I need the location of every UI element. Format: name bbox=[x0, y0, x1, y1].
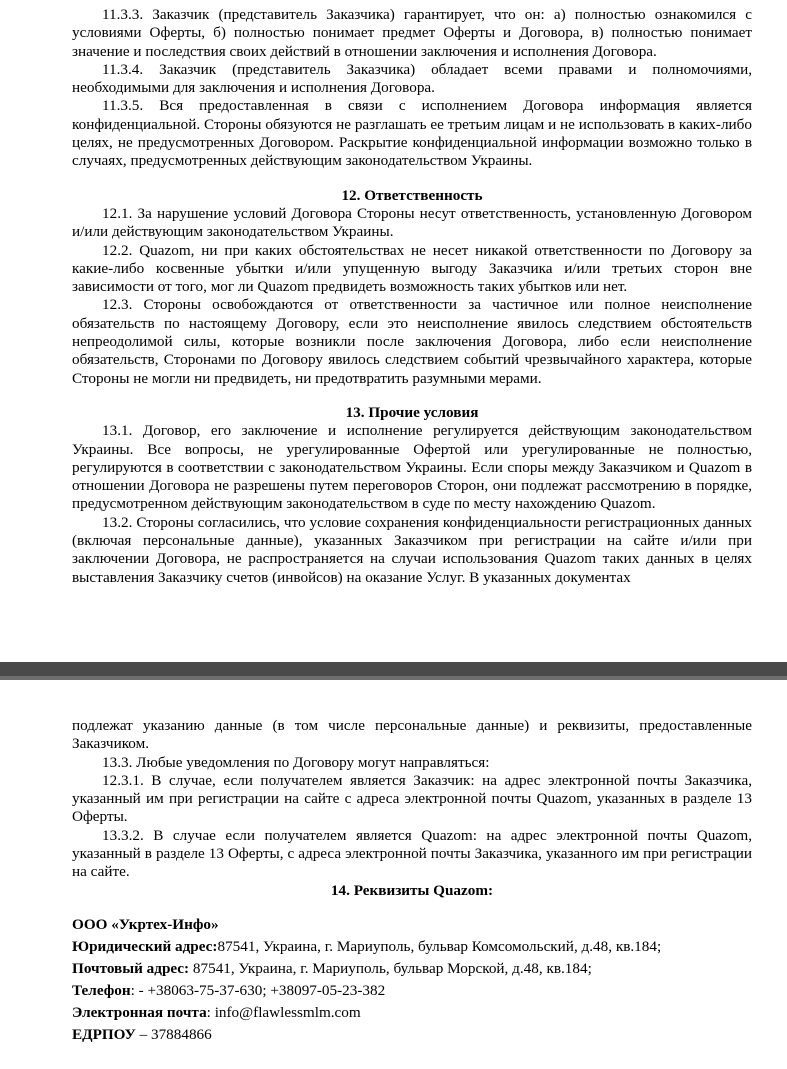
legal-address-label: Юридический адрес: bbox=[72, 937, 218, 955]
clause-11-3-4: 11.3.4. Заказчик (представитель Заказчика) обладает всеми правами и полномочиями, необходимыми для заключения и исполнения Договора. bbox=[72, 60, 752, 97]
clause-11-3-3: 11.3.3. Заказчик (представитель Заказчика) гарантирует, что он: а) полностью ознакомился с условиями Оферты, б) полностью понимает предмет Оферты и Договора, в) полностью понимает значение и последствия своих действий в отношении заключения и исполнения Договора. bbox=[72, 6, 752, 60]
page-1-content bbox=[72, 6, 752, 587]
phone-label: Телефон bbox=[72, 981, 131, 999]
phone-value: : - +38063-75-37-630; +38097-05-23-382 bbox=[130, 981, 386, 999]
edrpou-label: ЕДРПОУ bbox=[72, 1025, 136, 1043]
clause-13-2: 13.2. Стороны согласились, что условие сохранения конфиденциальности регистрационных данных (включая персональные данные), указанных Заказчиком при регистрации на сайте и/или при заключении Договора, не распространяется на случаи использования Quazom таких данных в целях выставления Заказчику счетов (инвойсов) на оказание Услуг. В указанных документах bbox=[72, 513, 752, 586]
clause-12-3-1: 12.3.1. В случае, если получателем является Заказчик: на адрес электронной почты Заказчика, указанный им при регистрации на сайте с адреса электронной почты Quazom, указанных в разделе 13 Оферты. bbox=[72, 771, 752, 826]
clause-11-3-5: 11.3.5. Вся предоставленная в связи с исполнением Договора информация является конфиденциальной. Стороны обязуются не разглашать ее третьим лицам и не использовать в каких-либо целях, не предусмотренных Договором. Раскрытие конфиденциальной информации возможно только в случаях, предусмотренных действующим законодательством Украины. bbox=[72, 97, 752, 170]
company-name bbox=[72, 914, 752, 936]
edrpou bbox=[72, 1024, 752, 1046]
section-12-heading: 12. Ответственность bbox=[341, 186, 483, 204]
email-value: : info@flawlessmlm.com bbox=[206, 1003, 361, 1021]
section-14-heading: 14. Реквизиты Quazom: bbox=[330, 881, 494, 899]
phone bbox=[72, 980, 752, 1002]
section-13-heading: 13. Прочие условия bbox=[345, 403, 479, 421]
clause-13-3: 13.3. Любые уведомления по Договору могут направляться: bbox=[102, 753, 490, 771]
email-label: Электронная почта bbox=[72, 1003, 207, 1021]
requisites-block bbox=[72, 914, 752, 1046]
postal-address bbox=[72, 958, 752, 980]
spacer bbox=[72, 171, 752, 187]
page-2-content bbox=[72, 717, 752, 1046]
postal-address-label: Почтовый адрес: bbox=[72, 959, 190, 977]
spacer bbox=[72, 388, 752, 404]
clause-12-2: 12.2. Quazom, ни при каких обстоятельствах не несет никакой ответственности по Договору за какие-либо косвенные убытки и/или упущенную выгоду Заказчика и/или третьих сторон вне зависимости от того, мог ли Quazom предвидеть возможность таких убытков или нет. bbox=[72, 241, 752, 296]
clause-12-3: 12.3. Стороны освобождаются от ответственности за частичное или полное неисполнение обязательств по настоящему Договору, если это неисполнение явилось следствием обстоятельств непреодолимой силы, которые возникли после заключения Договора, либо если неисполнение обязательств, Сторонами по Договору явилось следствием событий чрезвычайного характера, которые Стороны не могли ни предвидеть, ни предотвратить разумными мерами. bbox=[72, 296, 752, 387]
clause-13-2-continued: подлежат указанию данные (в том числе персональные данные) и реквизиты, предоставленные Заказчиком. bbox=[72, 717, 752, 753]
postal-address-value: 87541, Украина, г. Мариуполь, бульвар Морской, д.48, кв.184; bbox=[189, 959, 592, 977]
email bbox=[72, 1002, 752, 1024]
company-name-text: ООО «Укртех-Инфо» bbox=[72, 915, 219, 933]
legal-address-value: 87541, Украина, г. Мариуполь, бульвар Комсомольский, д.48, кв.184; bbox=[217, 937, 662, 955]
legal-address bbox=[72, 936, 752, 958]
document-page-2 bbox=[0, 680, 787, 1069]
clause-12-1: 12.1. За нарушение условий Договора Стороны несут ответственность, установленную Договором и/или действующим законодательством Украины. bbox=[72, 204, 752, 241]
clause-13-1: 13.1. Договор, его заключение и исполнение регулируется действующим законодательством Украины. Все вопросы, не урегулированные Офертой или урегулированные не полностью, регулируются в соответствии с законодательством Украины. Если споры между Заказчиком и Quazom в отношении Договора не разрешены путем переговоров Сторон, они подлежат рассмотрению в порядке, предусмотренном действующим законодательством в суде по месту нахождению Quazom. bbox=[72, 422, 752, 513]
page-separator bbox=[0, 662, 787, 680]
clause-13-3-2: 13.3.2. В случае если получателем является Quazom: на адрес электронной почты Quazom, указанный в разделе 13 Оферты, с адреса электронной почты Заказчика, указанного им при регистрации на сайте. bbox=[72, 826, 752, 881]
edrpou-value: – 37884866 bbox=[135, 1025, 212, 1043]
